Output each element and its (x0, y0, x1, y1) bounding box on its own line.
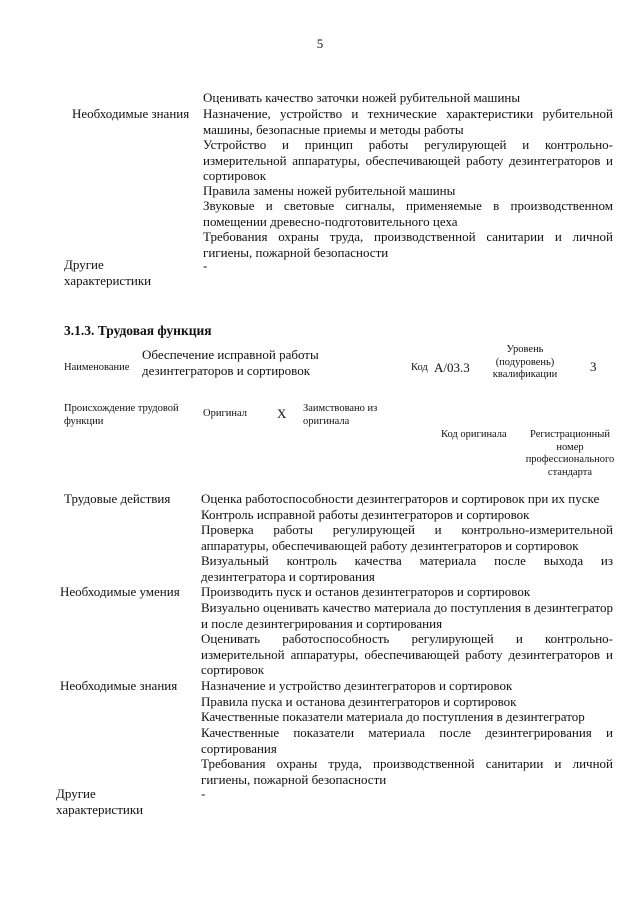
knowledge-item: Требования охраны труда, производственной санитарии и личной гигиены, пожарной безопасности (201, 756, 613, 787)
skills-label: Необходимые умения (60, 584, 180, 599)
knowledge-item: Качественные показатели материала до поступления в дезинтегратор (201, 709, 585, 724)
code-label: Код (411, 362, 428, 373)
skill-item: Визуально оценивать качество материала до поступления в дезинтегратор и после дезинтегрирования и сортирования (201, 600, 613, 631)
name-label: Наименование (64, 362, 130, 373)
section-heading: 3.1.3. Трудовая функция (64, 323, 212, 338)
original-mark: X (277, 406, 287, 421)
other-label: Другие характеристики (64, 257, 152, 288)
registration-label: Регистрационный номер профессионального стандарта (525, 429, 615, 478)
knowledge-item: Назначение и устройство дезинтеграторов и сортировок (201, 678, 513, 693)
knowledge-item: Правила пуска и останова дезинтеграторов и сортировок (201, 694, 517, 709)
code-value: А/03.3 (434, 360, 470, 375)
other-label: Другие характеристики (56, 786, 144, 817)
skill-item: Оценивать качество заточки ножей рубительной машины (203, 90, 521, 105)
knowledge-label: Необходимые знания (72, 106, 190, 121)
origin-code-label: Код оригинала (441, 429, 507, 440)
skill-item: Производить пуск и останов дезинтеграторов и сортировок (201, 584, 531, 599)
knowledge-item: Требования охраны труда, производственной санитарии и личной гигиены, пожарной безопасности (203, 229, 613, 260)
action-item: Проверка работы регулирующей и контрольно-измерительной аппаратуры, обеспечивающей работу дезинтеграторов и сортировок (201, 522, 613, 553)
knowledge-item: Назначение, устройство и технические характеристики рубительной машины, безопасные приемы и методы работы (203, 106, 613, 137)
level-value: 3 (590, 359, 597, 374)
action-item: Оценка работоспособности дезинтеграторов и сортировок при их пуске (201, 491, 600, 506)
original-label: Оригинал (203, 408, 247, 419)
action-item: Визуальный контроль качества материала после выхода из дезинтегратора и сортирования (201, 553, 613, 584)
knowledge-item: Качественные показатели материала после дезинтегрирования и сортирования (201, 725, 613, 756)
origin-label: Происхождение трудовой функции (64, 403, 179, 427)
skill-item: Оценивать работоспособность регулирующей и контрольно-измерительной аппаратуры, обеспечивающей работу дезинтеграторов и сортировок (201, 631, 613, 677)
function-name: Обеспечение исправной работы дезинтеграторов и сортировок (142, 347, 319, 378)
page-number: 5 (316, 36, 324, 51)
knowledge-item: Устройство и принцип работы регулирующей и контрольно-измерительной аппаратуры, обеспечивающей работу дезинтеграторов и сортировок (203, 137, 613, 183)
other-value: - (201, 786, 206, 801)
actions-label: Трудовые действия (64, 491, 171, 506)
knowledge-item: Звуковые и световые сигналы, применяемые в производственном помещении древесно-подготовительного цеха (203, 198, 613, 229)
borrowed-label: Заимствовано из оригинала (303, 403, 378, 427)
action-item: Контроль исправной работы дезинтеграторов и сортировок (201, 507, 530, 522)
knowledge-item: Правила замены ножей рубительной машины (203, 183, 456, 198)
level-label: Уровень (подуровень) квалификации (492, 344, 558, 380)
knowledge-label: Необходимые знания (60, 678, 178, 693)
other-value: - (203, 258, 208, 273)
